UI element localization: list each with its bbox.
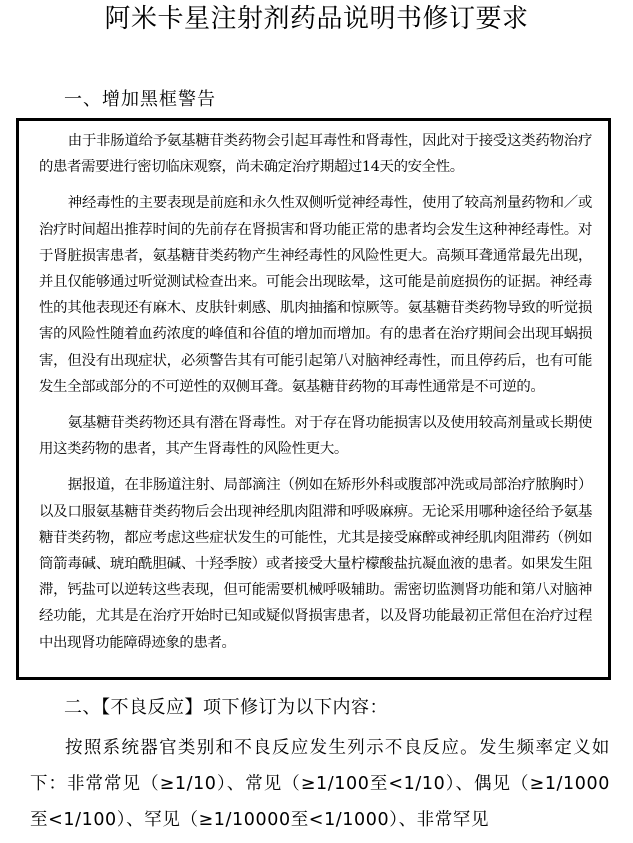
page-title: 阿米卡星注射剂药品说明书修订要求	[104, 4, 529, 34]
warning-paragraph: 由于非肠道给予氨基糖苷类药物会引起耳毒性和肾毒性，因此对于接受这类药物治疗的患者需要进行密切临床观察，尚未确定治疗期超过14天的安全性。	[39, 133, 592, 176]
warning-paragraph: 神经毒性的主要表现是前庭和永久性双侧听觉神经毒性，使用了较高剂量药物和／或治疗时间超出推荐时间的先前存在肾损害和肾功能正常的患者均会发生这种神经毒性。对于肾脏损害患者，氨基糖苷类药物产生神经毒性的风险性更大。高频耳聋通常最先出现，并且仅能够通过听觉测试检查出来。可能会出现眩晕，这可能是前庭损伤的证据。神经毒性的其他表现还有麻木、皮肤针刺感、肌肉抽搐和惊厥等。氨基糖苷类药物导致的听觉损害的风险性随着血药浓度的峰值和谷值的增加而增加。有的患者在治疗期间会出现耳蜗损害，但没有出现症状，必须警告其有可能引起第八对脑神经毒性，而且停药后，也有可能发生全部或部分的不可逆性的双侧耳聋。氨基糖苷药物的耳毒性通常是不可逆的。	[39, 195, 592, 395]
warning-paragraph: 氨基糖苷类药物还具有潜在肾毒性。对于存在肾功能损害以及使用较高剂量或长期使用这类药物的患者，其产生肾毒性的风险性更大。	[39, 415, 592, 458]
section-heading-adverse-reactions: 二、【不良反应】项下修订为以下内容：	[64, 697, 388, 718]
warning-paragraph: 据报道，在非肠道注射、局部滴注（例如在矫形外科或腹部冲洗或局部治疗脓胸时）以及口服氨基糖苷类药物后会出现神经肌肉阻滞和呼吸麻痹。无论采用哪种途径给予氨基糖苷类药物，都应考虑这些症状发生的可能性，尤其是接受麻醉或神经肌肉阻滞药（例如筒箭毒碱、琥珀酰胆碱、十羟季胺）或者接受大量柠檬酸盐抗凝血液的患者。如果发生阻滞，钙盐可以逆转这些表现，但可能需要机械呼吸辅助。需密切监测肾功能和第八对脑神经功能，尤其是在治疗开始时已知或疑似肾损害患者，以及肾功能最初正常但在治疗过程中出现肾功能障碍迹象的患者。	[39, 477, 592, 651]
black-box-warning	[16, 118, 611, 680]
section-heading-black-box-warning: 一、增加黑框警告	[64, 89, 216, 110]
adverse-reactions-paragraph: 按照系统器官类别和不良反应发生列示不良反应。发生频率定义如下：非常常见（≥1/10）、常见（≥1/100至<1/10）、偶见（≥1/1000至<1/100）、罕见（≥1/10000至<1/1000）、非常罕见	[30, 738, 610, 830]
